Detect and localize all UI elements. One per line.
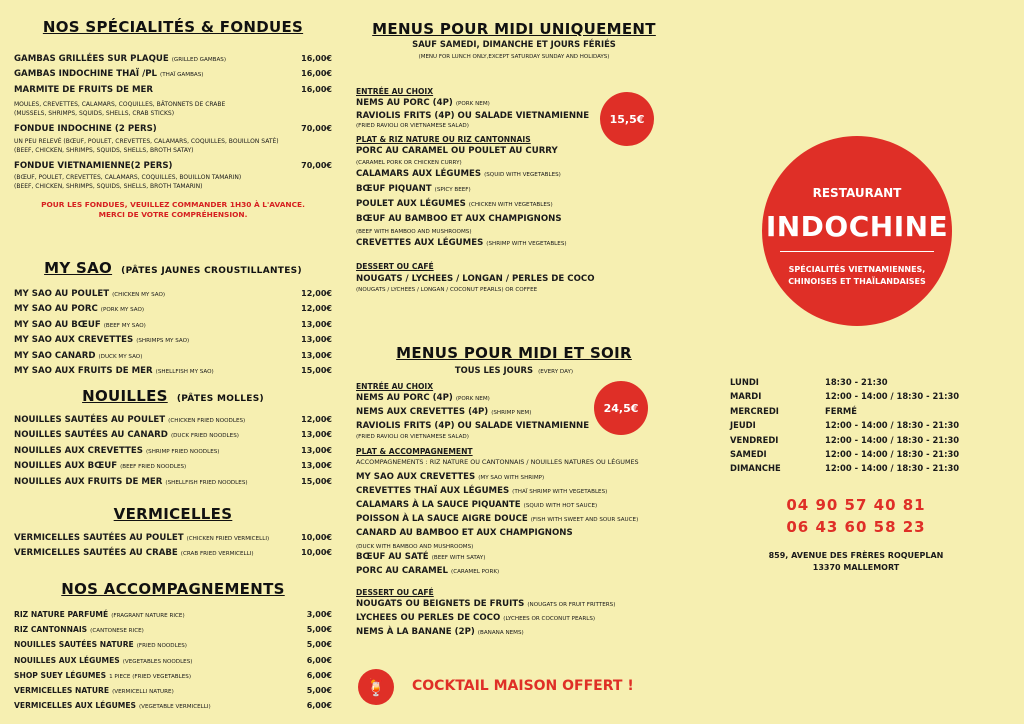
item-price: 70,00€ [301, 124, 332, 134]
line-en: (CHICKEN WITH VEGETABLES) [468, 202, 553, 208]
midi-plat-sub: (CARAMEL PORK OR CHICKEN CURRY) [356, 160, 462, 166]
item-en: (CANTONESE RICE) [90, 628, 144, 635]
cocktail-banner [356, 668, 672, 708]
marmite-desc: MOULES, CREVETTES, CALAMARS, COQUILLES, BÂTONNETS DE CRABE [14, 101, 226, 109]
hours-day: VENDREDI [730, 434, 779, 445]
soir-subtitle: TOUS LES JOURS [454, 365, 533, 375]
nouilles-section [14, 386, 332, 490]
item-name: NOUILLES SAUTÉES NATURE [14, 640, 134, 650]
menu-line [356, 565, 672, 579]
item-name-wrap [14, 364, 301, 379]
soir-title: MENUS POUR MIDI ET SOIR [396, 344, 632, 362]
menu-line: PORC AU CARAMEL OU POULET AU CURRY [356, 146, 558, 156]
item-en: (FRAGRANT NATURE RICE) [111, 613, 185, 619]
vermicelles-section [14, 505, 332, 562]
menu-item [14, 349, 332, 364]
line-en: (MY SAO WITH SHRIMP) [478, 475, 545, 481]
menu-item [14, 83, 332, 97]
address-line-2: 13370 MALLEMORT [812, 563, 900, 572]
menu-line [356, 499, 672, 513]
cocktail-text: COCKTAIL MAISON OFFERT ! [412, 678, 634, 694]
item-en: (BEEF MY SAO) [103, 322, 146, 329]
line-en: (LYCHEES OR COCONUT PEARLS) [503, 616, 596, 622]
line-en: (NOUGATS OR FRUIT FRITTERS) [527, 602, 616, 608]
menu-item [14, 684, 332, 699]
accompagnements-list [14, 608, 332, 714]
contact [700, 494, 1012, 574]
item-en: 1 PIECE (FRIED VEGETABLES) [109, 673, 192, 680]
soir-entree-sub: (FRIED RAVIOLI OR VIETNAMESE SALAD) [356, 434, 469, 440]
menu-line [356, 406, 672, 420]
midi-title: MENUS POUR MIDI UNIQUEMENT [372, 20, 656, 38]
menu-line [356, 626, 672, 640]
menu-item [14, 67, 332, 82]
menu-item [14, 654, 332, 669]
menu-item [14, 52, 332, 67]
hours-row [730, 461, 980, 475]
menu-line [356, 212, 672, 226]
hours-row [730, 389, 980, 403]
midi-entree-sub: (FRIED RAVIOLI OR VIETNAMESE SALAD) [356, 123, 469, 129]
item-name-wrap [14, 413, 301, 428]
item-en: (DUCK MY SAO) [98, 353, 143, 360]
item-price: 16,00€ [301, 54, 332, 63]
phone-2[interactable]: 06 43 60 58 23 [786, 518, 926, 536]
menu-line [356, 420, 672, 433]
hours-time: FERMÉ [825, 405, 857, 416]
specialites-title: NOS SPÉCIALITÉS & FONDUES [42, 18, 304, 36]
item-name-wrap [14, 459, 301, 474]
soir-plat-label: PLAT & ACCOMPAGNEMENT [356, 447, 473, 456]
menu-item [14, 459, 332, 474]
logo-tagline [772, 264, 942, 288]
item-price: 10,00€ [301, 548, 332, 558]
menu-item [14, 302, 332, 317]
hours-row [730, 447, 980, 461]
menu-line [356, 97, 672, 110]
line-en: (SPICY BEEF) [434, 187, 471, 193]
menu-line [356, 598, 672, 612]
soir-price: 24,5€ [603, 401, 639, 415]
cocktail-glass-icon: 🍹 [358, 669, 394, 705]
item-price: 70,00€ [301, 160, 332, 170]
menu-item [14, 318, 332, 333]
item-price: 13,00€ [301, 430, 332, 440]
item-en: (SHELLFISH FRIED NOODLES) [165, 479, 248, 486]
item-price: 13,00€ [301, 445, 332, 455]
item-price: 13,00€ [301, 335, 332, 345]
hours-day: MARDI [730, 391, 762, 402]
vermicelles-list [14, 531, 332, 562]
item-name: VERMICELLES SAUTÉES AU POULET [14, 533, 184, 543]
item-name: FONDUE VIETNAMIENNE(2 PERS) [14, 160, 173, 171]
hours-time: 12:00 - 14:00 / 18:30 - 21:30 [825, 420, 960, 431]
hours-day: DIMANCHE [730, 463, 781, 474]
line-name: BŒUF PIQUANT [356, 184, 432, 194]
midi-section [356, 20, 672, 62]
item-name-wrap [14, 654, 307, 669]
menu-item [14, 287, 332, 302]
item-name-wrap [14, 684, 307, 699]
midi-subtitle: SAUF SAMEDI, DIMANCHE ET JOURS FÉRIÉS [412, 39, 616, 49]
hours-time: 12:00 - 14:00 / 18:30 - 21:30 [825, 434, 960, 445]
item-en: (SHRIMP FRIED NOODLES) [145, 448, 220, 455]
item-name-wrap [14, 546, 301, 561]
soir-subtitle-row [356, 362, 672, 378]
midi-dessert-sub: (NOUGATS / LYCHEES / LONGAN / COCONUT PEARLS) OR COFFEE [356, 287, 538, 293]
item-en: (CHICKEN FRIED VERMICELLI) [186, 536, 270, 542]
line-name: NEMS AU PORC (4P) [356, 393, 453, 403]
line-en: (SQUID WITH VEGETABLES) [484, 172, 561, 178]
hours-day: SAMEDI [730, 449, 767, 460]
phone-1[interactable]: 04 90 57 40 81 [786, 496, 926, 514]
item-name-wrap [14, 669, 307, 684]
hours-time: 12:00 - 14:00 / 18:30 - 21:30 [825, 391, 960, 402]
line-en: (BANANA NEMS) [477, 630, 524, 636]
hours-row [730, 404, 980, 418]
item-en: (CRAB FRIED VERMICELLI) [180, 551, 254, 558]
midi-dessert-label: DESSERT OU CAFÉ [356, 262, 434, 271]
item-name: NOUILLES AUX FRUITS DE MER [14, 476, 163, 487]
fondue1-desc-en: (BEEF, CHICKEN, SHRIMPS, SQUIDS, SHELLS, BROTH SATAY) [14, 146, 194, 154]
line-name: CANARD AU BAMBOO ET AUX CHAMPIGNONS [356, 528, 573, 538]
fondue1-desc: UN PEU RELEVÉ (BŒUF, POULET, CREVETTES, CALAMARS, COQUILLES, BOUILLON SATÉ) [14, 137, 279, 145]
item-en: (VEGETABLE VERMICELLI) [138, 704, 211, 711]
item-price: 15,00€ [301, 366, 332, 376]
item-name: FONDUE INDOCHINE (2 PERS) [14, 124, 157, 135]
logo-divider [780, 251, 934, 252]
line-en: (PORK NEM) [455, 101, 490, 107]
logo-tagline-2: CHINOISES ET THAÏLANDAISES [788, 277, 926, 286]
midi-menu [356, 86, 672, 294]
item-name: RIZ NATURE PARFUMÉ [14, 610, 109, 619]
item-name: GAMBAS GRILLÉES SUR PLAQUE [14, 54, 169, 64]
line-name: POULET AUX LÉGUMES [356, 199, 466, 209]
soir-entree-label: ENTRÉE AU CHOIX [356, 382, 434, 391]
item-en: (VEGETABLES NOODLES) [122, 658, 193, 665]
item-price: 13,00€ [301, 461, 332, 471]
item-name-wrap [14, 428, 301, 443]
item-price: 15,00€ [301, 476, 332, 486]
line-name: RAVIOLIS FRITS (4P) OU SALADE VIETNAMIENNE [356, 421, 590, 431]
nouilles-subtitle: (PÂTES MOLLES) [176, 394, 264, 404]
menu-item [14, 364, 332, 379]
item-price: 16,00€ [301, 84, 332, 94]
item-name-wrap [14, 287, 301, 302]
item-price: 5,00€ [306, 625, 332, 635]
item-name: MY SAO AU POULET [14, 289, 110, 299]
item-price: 6,00€ [306, 701, 332, 711]
item-name: NOUILLES SAUTÉES AU CANARD [14, 430, 168, 441]
logo-name: INDOCHINE [765, 210, 949, 243]
item-name-wrap [14, 623, 307, 638]
line-en: (PORK NEM) [455, 396, 490, 402]
address-line-1: 859, AVENUE DES FRÈRES ROQUEPLAN [768, 551, 944, 560]
fondue-note: POUR LES FONDUES, VEUILLEZ COMMANDER 1H30 À L'AVANCE. [41, 200, 305, 210]
hours-list [730, 375, 980, 476]
line-en: (SQUID WITH HOT SAUCE) [523, 503, 598, 509]
soir-subtitle-en: (EVERY DAY) [538, 369, 574, 375]
line-name: BŒUF AU SATÉ [356, 552, 429, 562]
midi-subtitle-en: (MENU FOR LUNCH ONLY,EXCEPT SATURDAY SUNDAY AND HOLIDAYS) [418, 54, 610, 60]
soir-plat-acc: ACCOMPAGNEMENTS : RIZ NATURE OU CANTONNAIS / NOUILLES NATURES OU LÉGUMES [356, 458, 639, 466]
hours-row [730, 433, 980, 447]
item-en: (CHICKEN FRIED NOODLES) [168, 418, 246, 424]
soir-menu [356, 381, 672, 640]
accompagnements-title: NOS ACCOMPAGNEMENTS [61, 580, 285, 598]
soir-dessert-label: DESSERT OU CAFÉ [356, 588, 434, 597]
item-name: MY SAO AUX CREVETTES [14, 335, 134, 346]
fondue2-desc-en: (BEEF, CHICKEN, SHRIMPS, SQUIDS, SHELLS, BROTH TAMARIN) [14, 183, 203, 191]
marmite-desc-en: (MUSSELS, SHRIMPS, SQUIDS, SHELLS, CRAB STICKS) [14, 110, 175, 118]
item-price: 6,00€ [306, 655, 332, 665]
hours-day: JEUDI [730, 420, 756, 431]
item-name-wrap [14, 333, 301, 348]
line-name: CREVETTES AUX LÉGUMES [356, 238, 484, 248]
menu-line [356, 485, 672, 499]
item-name: MY SAO AU BŒUF [14, 319, 101, 330]
item-price: 12,00€ [301, 304, 332, 314]
menu-line [356, 513, 672, 527]
mysao-title: MY SAO [44, 259, 113, 277]
mysao-list [14, 287, 332, 379]
line-name: NEMS AU PORC (4P) [356, 98, 453, 108]
hours-time: 18:30 - 21:30 [825, 377, 888, 387]
menu-item [14, 444, 332, 459]
item-name: VERMICELLES NATURE [14, 686, 110, 696]
item-name-wrap [14, 608, 307, 623]
item-name: VERMICELLES SAUTÉES AU CRABE [14, 548, 178, 559]
item-price: 5,00€ [306, 686, 332, 696]
menu-item [14, 546, 332, 561]
line-name: CREVETTES THAÏ AUX LÉGUMES [356, 486, 510, 496]
item-en: (PORK MY SAO) [100, 307, 145, 314]
menu-line [356, 182, 672, 197]
item-price: 16,00€ [301, 69, 332, 79]
item-name: MARMITE DE FRUITS DE MER [14, 84, 154, 95]
menu-item [14, 475, 332, 490]
specialites-section [14, 18, 332, 36]
vermicelles-title: VERMICELLES [113, 505, 233, 523]
menu-line [356, 471, 672, 485]
menu-line [356, 612, 672, 626]
item-en: (SHELLFISH MY SAO) [155, 369, 214, 376]
fondue2-desc: (BŒUF, POULET, CREVETTES, CALAMARS, COQUILLES, BOUILLON TAMARIN) [14, 174, 242, 182]
menu-item [14, 669, 332, 684]
item-name: NOUILLES AUX CREVETTES [14, 445, 143, 456]
midi-plat-label: PLAT & RIZ NATURE OU RIZ CANTONNAIS [356, 135, 531, 144]
menu-item [14, 428, 332, 443]
nouilles-list [14, 413, 332, 490]
hours-day: MERCREDI [730, 405, 779, 416]
menu-line [356, 197, 672, 212]
line-name: CALAMARS À LA SAUCE PIQUANTE [356, 500, 521, 510]
item-name-wrap [14, 302, 301, 317]
line-en: (THAÏ SHRIMP WITH VEGETABLES) [512, 489, 608, 495]
item-name: RIZ CANTONNAIS [14, 625, 88, 635]
item-price: 12,00€ [301, 289, 332, 298]
menu-item [14, 159, 332, 173]
line-en: (SHRIMP WITH VEGETABLES) [486, 241, 567, 247]
line-en: (FISH WITH SWEET AND SOUR SAUCE) [530, 517, 639, 523]
fondue-note-thanks: MERCI DE VOTRE COMPRÉHENSION. [98, 210, 248, 220]
menu-line [356, 167, 672, 182]
hours-row [730, 418, 980, 432]
item-en: (FRIED NOODLES) [136, 643, 187, 650]
line-en: (CARAMEL PORK) [451, 569, 500, 575]
menu-line [356, 527, 672, 540]
item-name: NOUILLES AUX LÉGUMES [14, 655, 120, 665]
line-name: NEMS AUX CREVETTES (4P) [356, 407, 489, 417]
menu-line: NOUGATS / LYCHEES / LONGAN / PERLES DE COCO [356, 274, 595, 284]
item-en: (VERMICELLI NATURE) [112, 689, 174, 696]
line-name: NEMS À LA BANANE (2P) [356, 627, 475, 637]
accompagnements-section [14, 580, 332, 714]
item-price: 5,00€ [306, 640, 332, 650]
item-price: 3,00€ [306, 610, 332, 619]
menu-line [356, 110, 672, 122]
logo-tagline-1: SPÉCIALITÉS VIETNAMIENNES, [788, 265, 926, 274]
item-name-wrap [14, 638, 307, 653]
menu-item [14, 122, 332, 136]
soir-section [356, 344, 672, 378]
item-price: 13,00€ [301, 350, 332, 360]
line-name: CALAMARS AUX LÉGUMES [356, 169, 482, 179]
midi-bamboo-sub: (BEEF WITH BAMBOO AND MUSHROOMS) [356, 229, 472, 235]
menu-item [14, 608, 332, 623]
item-en: (DUCK FRIED NOODLES) [170, 433, 239, 440]
item-en: (GRILLED GAMBAS) [171, 57, 227, 63]
item-name: VERMICELLES AUX LÉGUMES [14, 701, 136, 711]
menu-item [14, 413, 332, 428]
restaurant-logo [762, 136, 952, 326]
hours-time: 12:00 - 14:00 / 18:30 - 21:30 [825, 463, 960, 474]
item-price: 6,00€ [306, 670, 332, 680]
mysao-subtitle: (PÂTES JAUNES CROUSTILLANTES) [121, 266, 302, 276]
menu-line [356, 551, 672, 565]
item-en: (CHICKEN MY SAO) [112, 292, 166, 298]
line-name: MY SAO AUX CREVETTES [356, 472, 476, 482]
menu-line [356, 392, 672, 406]
line-name: BŒUF AU BAMBOO ET AUX CHAMPIGNONS [356, 214, 562, 224]
logo-restaurant: RESTAURANT [812, 186, 902, 200]
line-name: PORC AU CARAMEL [356, 566, 449, 576]
item-name-wrap [14, 349, 301, 364]
line-name: POISSON À LA SAUCE AIGRE DOUCE [356, 514, 528, 524]
soir-canard-sub: (DUCK WITH BAMBOO AND MUSHROOMS) [356, 544, 474, 550]
menu-item [14, 699, 332, 714]
line-name: LYCHEES OU PERLES DE COCO [356, 613, 501, 623]
menu-item [14, 623, 332, 638]
menu-item [14, 531, 332, 546]
opening-hours [730, 375, 980, 476]
item-name-wrap [14, 531, 301, 546]
item-en: (BEEF FRIED NOODLES) [120, 464, 187, 471]
menu-item [14, 333, 332, 348]
menu-item [14, 638, 332, 653]
item-price: 10,00€ [301, 533, 332, 542]
nouilles-title: NOUILLES [82, 387, 168, 405]
item-name-wrap [14, 318, 301, 333]
item-name: NOUILLES AUX BŒUF [14, 461, 118, 472]
item-price: 12,00€ [301, 415, 332, 424]
item-en: (SHRIMPS MY SAO) [136, 338, 190, 345]
midi-entree-label: ENTRÉE AU CHOIX [356, 87, 434, 96]
line-name: NOUGATS OU BEIGNETS DE FRUITS [356, 599, 525, 609]
item-name: GAMBAS INDOCHINE THAÏ /PL [14, 69, 158, 80]
hours-day: LUNDI [730, 377, 759, 387]
item-name: MY SAO AUX FRUITS DE MER [14, 366, 153, 377]
item-name-wrap [14, 699, 307, 714]
midi-price: 15,5€ [609, 112, 645, 126]
item-name: MY SAO CANARD [14, 350, 96, 361]
hours-time: 12:00 - 14:00 / 18:30 - 21:30 [825, 449, 960, 460]
menu-line [356, 236, 672, 251]
mysao-section [14, 258, 332, 379]
line-en: (SHRIMP NEM) [491, 410, 532, 416]
specialites-list [14, 52, 332, 220]
item-en: (THAÏ GAMBAS) [160, 72, 204, 79]
line-en: (BEEF WITH SATAY) [431, 555, 486, 561]
hours-row [730, 375, 980, 389]
line-name: RAVIOLIS FRITS (4P) OU SALADE VIETNAMIENNE [356, 111, 590, 121]
item-name-wrap [14, 475, 301, 490]
item-name: NOUILLES SAUTÉES AU POULET [14, 415, 166, 425]
item-name-wrap [14, 444, 301, 459]
item-name: MY SAO AU PORC [14, 304, 98, 315]
item-price: 13,00€ [301, 319, 332, 329]
item-name: SHOP SUEY LÉGUMES [14, 670, 107, 680]
